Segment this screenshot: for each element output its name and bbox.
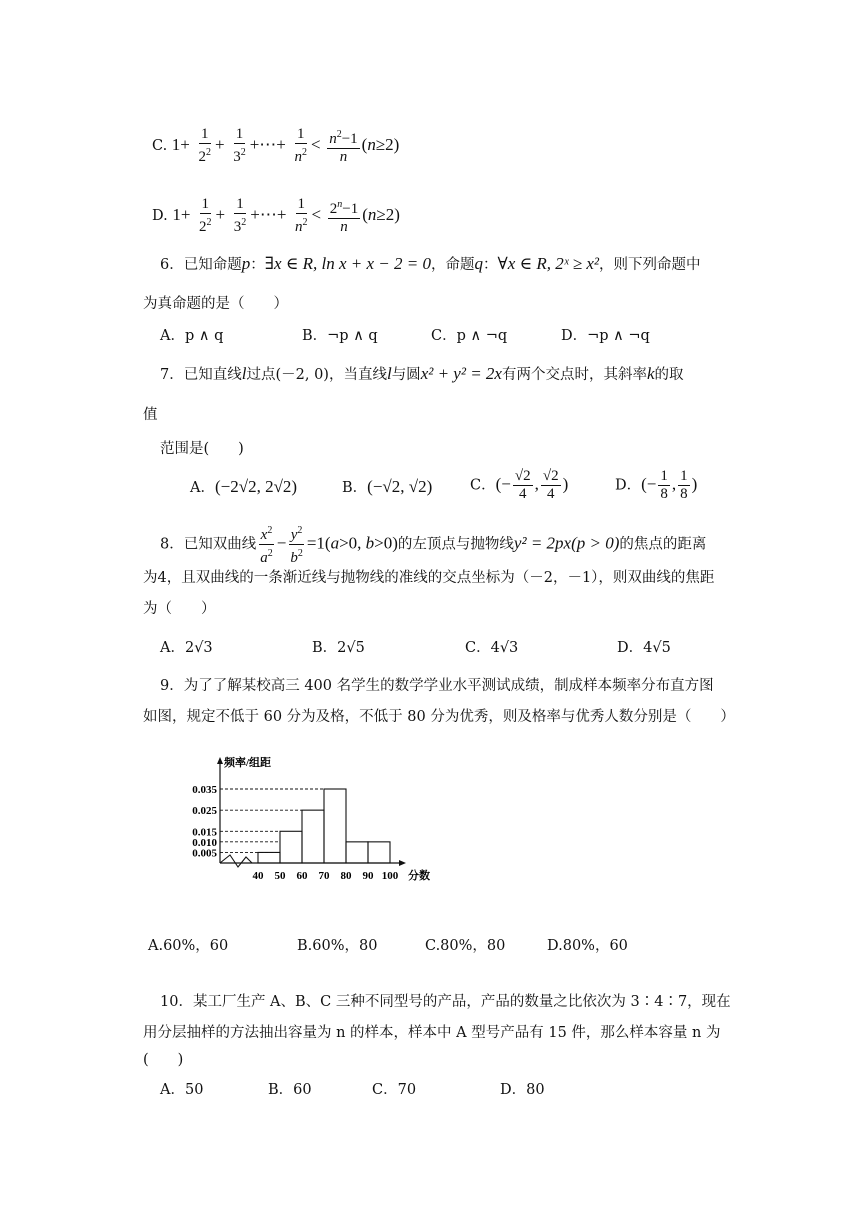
q10-option-a: A．50 <box>160 1082 204 1098</box>
q6-option-c: C．p ∧ ¬q <box>431 328 508 344</box>
q5-c-label: C. <box>152 138 168 154</box>
axis-break <box>220 855 258 867</box>
q9-stem-line2: 如图，规定不低于 60 分为及格，不低于 80 分为优秀，则及格率与优秀人数分别是（ ） <box>143 709 735 725</box>
q7-stem-line3: 范围是( ) <box>160 441 244 457</box>
q10-stem-line3: ( ) <box>143 1052 184 1068</box>
q5-d-label: D. <box>152 208 168 224</box>
histogram-bar <box>258 852 280 863</box>
q10-option-b: B．60 <box>268 1082 312 1098</box>
q7-l2: l <box>386 364 392 383</box>
x-tick-label: 70 <box>318 870 330 882</box>
y-tick-label: 0.025 <box>192 805 217 818</box>
q9-option-b: B.60%，80 <box>297 938 378 954</box>
q6-q: q <box>474 254 483 273</box>
q8-stem-line3: 为（ ） <box>143 601 216 617</box>
x-tick-label: 60 <box>296 870 308 882</box>
histogram-bar <box>324 789 346 863</box>
q10-stem-line2: 用分层抽样的方法抽出容量为 n 的样本，样本中 A 型号产品有 15 件，那么样本容量 n 为 <box>143 1025 721 1041</box>
x-axis-arrow <box>399 860 406 866</box>
q7-stem-line1 <box>160 363 684 386</box>
q7-b: 过点(－2, 0)，当直线 <box>246 367 387 383</box>
q6-mid: ，命题 <box>430 257 475 273</box>
y-tick-label: 0.035 <box>192 784 217 796</box>
q7-option-d: D．(− $\frac{1}{8}$ , $\frac{1}{8}$ ) <box>615 468 698 502</box>
q9-option-d: D.80%，60 <box>547 938 628 954</box>
q6-q-expr: ∀x ∈ R, 2ˣ ≥ x² <box>497 254 599 273</box>
q7-a-label: A． <box>190 480 215 496</box>
q6-option-b: B．¬p ∧ q <box>302 328 378 344</box>
histogram-chart <box>180 750 450 890</box>
histogram-bar <box>302 810 324 863</box>
y-tick-label: 0.015 <box>192 826 217 839</box>
x-tick-label: 90 <box>362 870 374 882</box>
q7-b-label: B． <box>342 480 368 496</box>
q5-option-d: D. 1+ $\frac{1}{2^2}$ + $\frac{1}{3^2}$ +⋯+ $\frac{1}{n^2}$ < $\frac{2^n-1}{n}$ (n≥2) <box>152 196 400 235</box>
q7-option-b: B．(−√2, √2) <box>342 477 433 496</box>
q10-stem-line1: 10．某工厂生产 A、B、C 三种不同型号的产品，产品的数量之比依次为 3∶4∶7，现在 <box>160 994 731 1010</box>
q6-p: p <box>241 254 251 273</box>
q8-parabola: y² = 2px(p > 0) <box>513 533 620 553</box>
x-tick-label: 80 <box>340 870 352 882</box>
q6-option-a: A．p ∧ q <box>160 328 224 344</box>
q6-option-d: D．¬p ∧ ¬q <box>561 328 650 344</box>
q8-a: 8．已知双曲线 <box>160 536 257 553</box>
q10-option-d: D．80 <box>500 1082 545 1098</box>
chart-ticks <box>192 784 399 882</box>
chart-bars <box>258 789 390 863</box>
q7-k: k <box>646 364 655 383</box>
x-tick-label: 40 <box>252 870 264 882</box>
q8-option-c: C．4√3 <box>465 640 519 656</box>
histogram-bar <box>280 831 302 863</box>
q6-suffix: ，则下列命题中 <box>599 257 701 273</box>
q7-stem-line2: 值 <box>143 407 158 423</box>
q6-colon1: ： <box>250 257 265 273</box>
q7-l1: l <box>241 364 247 383</box>
q7-option-a: A．(−2√2, 2√2) <box>190 477 298 496</box>
q6-p-expr: ∃x ∈ R, ln x + x − 2 = 0 <box>264 254 431 273</box>
q10-option-c: C．70 <box>372 1082 417 1098</box>
q7-d: 有两个交点时，其斜率 <box>501 367 647 383</box>
q9-option-a: A.60%，60 <box>148 938 229 954</box>
q6-colon2: ： <box>482 257 498 273</box>
q7-d-label: D． <box>615 477 642 494</box>
histogram-bar <box>368 842 390 863</box>
q6-prefix: 6．已知命题 <box>160 257 242 273</box>
q9-option-c: C.80%，80 <box>425 938 506 954</box>
q8-option-b: B．2√5 <box>312 640 365 656</box>
q8-stem-line1: 8．已知双曲线 $\frac{x^2}{a^2}$ − $\frac{y^2}{b^2}$ =1(a>0, b>0)的左顶点与抛物线y² = 2px(p > 0)的焦点的距离 <box>160 522 706 567</box>
q8-stem-line2: 为4，且双曲线的一条渐近线与抛物线的准线的交点坐标为（－2，－1），则双曲线的焦距 <box>143 570 715 586</box>
y-tick-label: 0.010 <box>192 836 217 849</box>
q5-option-c: C. 1+ $\frac{1}{2^2}$ + $\frac{1}{3^2}$ +⋯+ $\frac{1}{n^2}$ < $\frac{n^2-1}{n}$ (n≥2) <box>152 126 400 165</box>
histogram-bar <box>346 842 368 863</box>
q8-b: 的左顶点与抛物线 <box>397 536 514 553</box>
q7-circle: x² + y² = 2x <box>420 364 502 383</box>
q7-c: 与圆 <box>391 367 421 383</box>
q8-c: 的焦点的距离 <box>619 536 707 553</box>
y-tick-label: 0.005 <box>192 847 217 860</box>
q7-e: 的取 <box>654 367 684 383</box>
q8-option-d: D．4√5 <box>617 640 671 656</box>
x-axis-label: 分数 <box>408 870 430 882</box>
chart-axes <box>217 757 406 867</box>
x-tick-label: 100 <box>381 870 399 882</box>
q6-stem-line2: 为真命题的是（ ） <box>143 296 288 312</box>
q7-a: 7．已知直线 <box>160 367 242 383</box>
q7-c-label: C． <box>470 477 496 494</box>
q8-option-a: A．2√3 <box>160 640 213 656</box>
y-axis-arrow <box>217 757 223 764</box>
x-tick-label: 50 <box>274 870 286 882</box>
q6-stem-line1 <box>160 253 701 276</box>
y-axis-label: 频率/组距 <box>224 757 272 769</box>
q7-option-c: C．(− $\frac{√2}{4}$ , $\frac{√2}{4}$ ) <box>470 468 569 502</box>
q9-stem-line1: 9．为了了解某校高三 400 名学生的数学学业水平测试成绩，制成样本频率分布直方图 <box>160 678 714 694</box>
